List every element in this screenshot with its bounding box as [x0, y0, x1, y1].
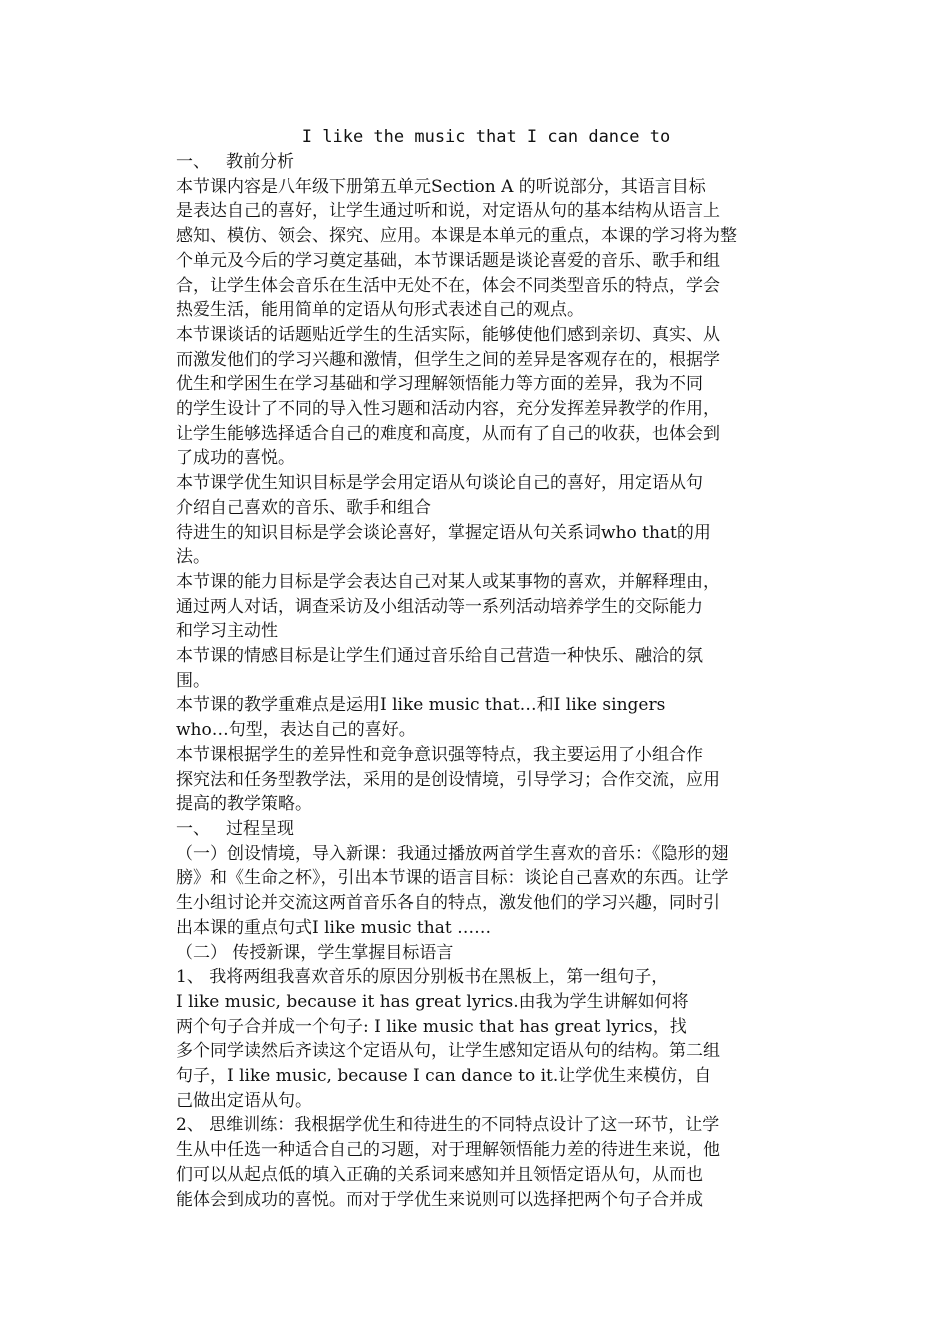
section-heading [176, 817, 776, 842]
section-heading-text: 教前分析 [226, 152, 294, 172]
text-line: 生从中任选一种适合自己的习题，对于理解领悟能力差的待进生来说，他 [176, 1140, 720, 1161]
text-line: 介绍自己喜欢的音乐、歌手和组合 [176, 497, 431, 518]
text-line: 待进生的知识目标是学会谈论喜好，掌握定语从句关系词who that的用 [176, 522, 711, 543]
paragraph [176, 323, 776, 471]
text-line: who…句型，表达自己的喜好。 [176, 720, 416, 741]
text-line: 生小组讨论并交流这两首音乐各自的特点，激发他们的学习兴趣，同时引 [176, 893, 720, 914]
text-line: 合，让学生体会音乐在生活中无处不在，体会不同类型音乐的特点，学会 [176, 275, 720, 296]
paragraph [176, 471, 776, 520]
paragraph [176, 743, 776, 817]
text-line: 和学习主动性 [176, 621, 278, 642]
paragraph [176, 1113, 776, 1212]
paragraph [176, 842, 776, 941]
text-line: （一）创设情境，导入新课：我通过播放两首学生喜欢的音乐：《隐形的翅 [176, 843, 729, 864]
paragraph [176, 941, 776, 966]
text-line: 本节课谈话的话题贴近学生的生活实际，能够使他们感到亲切、真实、从 [176, 324, 720, 345]
text-line: 己做出定语从句。 [176, 1090, 312, 1111]
text-line: 句子，I like music, because I can dance to it.让学优生来模仿，自 [176, 1066, 712, 1087]
section-heading [176, 150, 776, 175]
text-line: 热爱生活，能用简单的定语从句形式表述自己的观点。 [176, 300, 584, 321]
document-page [176, 124, 776, 1212]
paragraph [176, 175, 776, 323]
text-line: 能体会到成功的喜悦。而对于学优生来说则可以选择把两个句子合并成 [176, 1189, 703, 1210]
text-line: 膀》和《生命之杯》，引出本节课的语言目标：谈论自己喜欢的东西。让学 [176, 868, 729, 889]
paragraph [176, 644, 776, 693]
text-line: 们可以从起点低的填入正确的关系词来感知并且领悟定语从句，从而也 [176, 1164, 703, 1185]
document-title: I like the music that I can dance to [301, 127, 671, 147]
text-line: 了成功的喜悦。 [176, 448, 295, 469]
text-line: 2、 思维训练：我根据学优生和待进生的不同特点设计了这一环节，让学 [176, 1115, 720, 1136]
text-line: 个单元及今后的学习奠定基础，本节课话题是谈论喜爱的音乐、歌手和组 [176, 250, 720, 271]
text-line: 本节课的情感目标是让学生们通过音乐给自己营造一种快乐、融洽的氛 [176, 646, 703, 667]
paragraph [176, 965, 776, 1113]
text-line: 让学生能够选择适合自己的难度和高度，从而有了自己的收获，也体会到 [176, 423, 720, 444]
text-line: 而激发他们的学习兴趣和激情，但学生之间的差异是客观存在的，根据学 [176, 349, 720, 370]
text-line: 提高的教学策略。 [176, 794, 312, 815]
section-heading-number: 一、 [176, 818, 210, 839]
section-heading-text: 过程呈现 [226, 818, 294, 839]
document-body [176, 150, 776, 1212]
text-line: 优生和学困生在学习基础和学习理解领悟能力等方面的差异，我为不同 [176, 374, 703, 395]
text-line: 本节课根据学生的差异性和竞争意识强等特点，我主要运用了小组合作 [176, 744, 703, 765]
text-line: 感知、模仿、领会、探究、应用。本课是本单元的重点，本课的学习将为整 [176, 226, 737, 247]
section-heading-number: 一、 [176, 152, 210, 172]
text-line: I like music, because it has great lyrics.由我为学生讲解如何将 [176, 991, 689, 1012]
text-line: 本节课内容是八年级下册第五单元Section A 的听说部分，其语言目标 [176, 176, 706, 197]
text-line: 1、 我将两组我喜欢音乐的原因分别板书在黑板上，第一组句子， [176, 967, 669, 988]
text-line: 本节课学优生知识目标是学会用定语从句谈论自己的喜好，用定语从句 [176, 473, 703, 494]
paragraph [176, 570, 776, 644]
text-line: 多个同学读然后齐读这个定语从句，让学生感知定语从句的结构。第二组 [176, 1041, 720, 1062]
text-line: 围。 [176, 670, 210, 691]
text-line: 两个句子合并成一个句子: I like music that has great lyrics，找 [176, 1016, 687, 1037]
paragraph [176, 693, 776, 742]
text-line: 本节课的教学重难点是运用I like music that…和I like singers [176, 695, 666, 716]
paragraph [176, 521, 776, 570]
text-line: 是表达自己的喜好，让学生通过听和说，对定语从句的基本结构从语言上 [176, 201, 720, 222]
text-line: 的学生设计了不同的导入性习题和活动内容，充分发挥差异教学的作用， [176, 399, 720, 420]
text-line: 探究法和任务型教学法，采用的是创设情境，引导学习；合作交流，应用 [176, 769, 720, 790]
text-line: 法。 [176, 547, 210, 568]
text-line: 本节课的能力目标是学会表达自己对某人或某事物的喜欢，并解释理由， [176, 571, 720, 592]
text-line: 出本课的重点句式I like music that …… [176, 917, 492, 938]
text-line: 通过两人对话，调查采访及小组活动等一系列活动培养学生的交际能力 [176, 596, 703, 617]
text-line: （二） 传授新课，学生掌握目标语言 [176, 942, 454, 963]
